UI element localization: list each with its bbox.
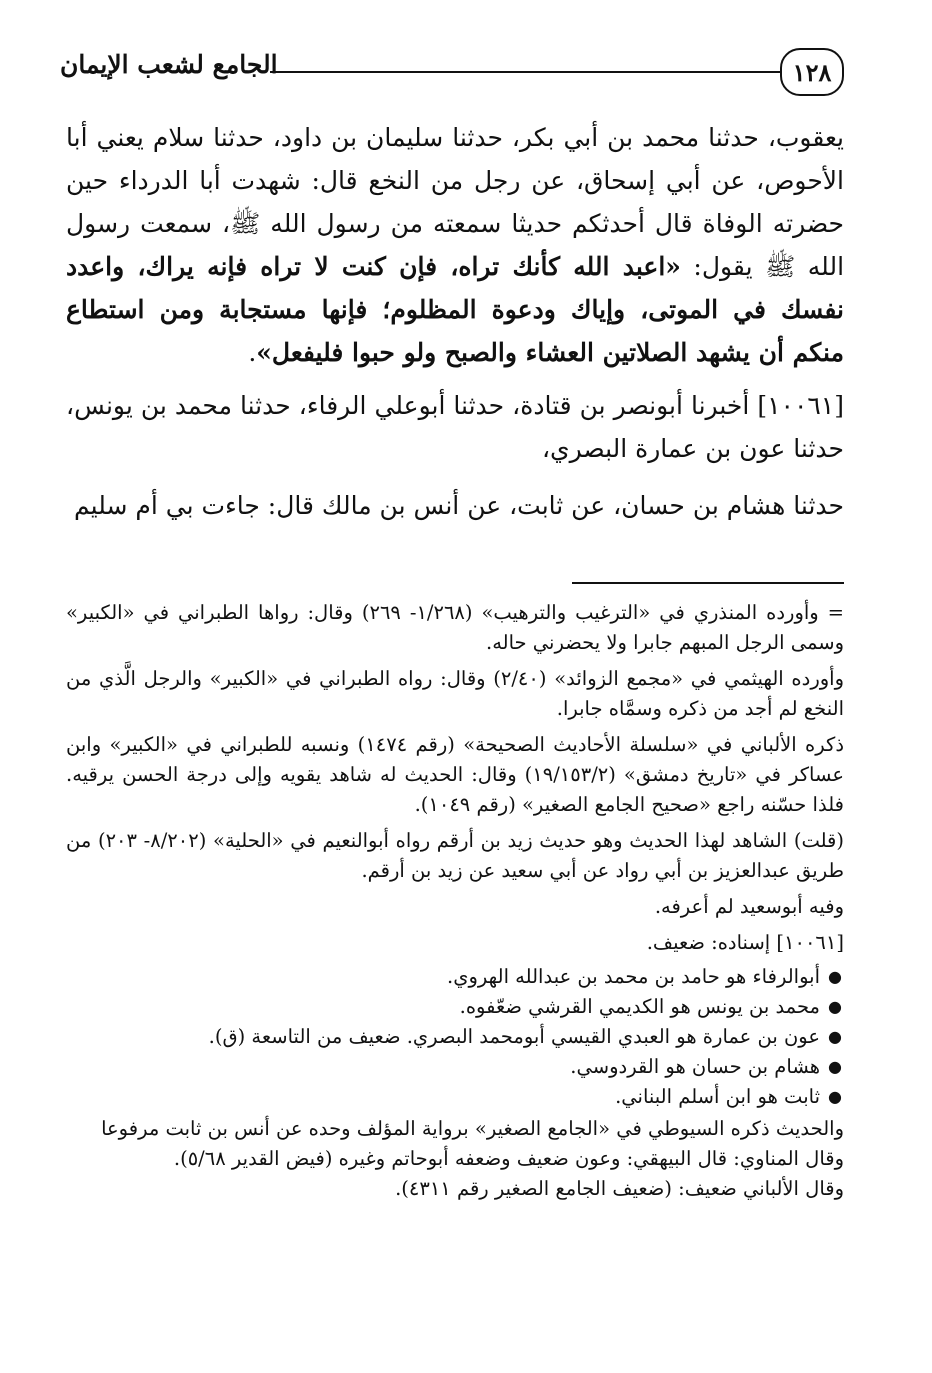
- page-number: ١٢٨: [780, 48, 844, 96]
- footnotes: [66, 598, 844, 1210]
- footnote-paragraph: = وأورده المنذري في «الترغيب والترهيب» (١/٢٦٨- ٢٦٩) وقال: رواها الطبراني في «الكبير» وسمى الرجل المبهم جابرا ولا يحضرني حاله.: [66, 601, 844, 654]
- running-title: الجامع لشعب الإيمان: [60, 50, 278, 79]
- list-item-text: محمد بن يونس هو الكديمي القرشي ضعّفوه.: [459, 995, 820, 1018]
- list-item: [66, 1052, 844, 1082]
- bullet-icon: ●: [828, 1087, 842, 1106]
- list-item-text: ثابت هو ابن أسلم البناني.: [615, 1085, 820, 1108]
- list-item: [66, 1022, 844, 1052]
- list-item-text: عون بن عمارة هو العبدي القيسي أبومحمد البصري. ضعيف من التاسعة (ق).: [208, 1025, 820, 1048]
- main-text: [66, 116, 844, 527]
- text-line: الأحوص، عن أبي إسحاق، عن رجل من النخع قال: شهدت أبا الدرداء حين: [66, 166, 844, 195]
- narrator-list: [66, 962, 844, 1112]
- header-rule: [270, 71, 780, 73]
- paragraph-1: [66, 116, 844, 374]
- footnote-heading: [١٠٠٦١] إسناده: ضعيف.: [646, 931, 844, 954]
- text-line: يعقوب، حدثنا محمد بن أبي بكر، حدثنا سليمان بن داود، حدثنا سلام يعني أبا: [66, 123, 845, 152]
- footnote-paragraph: وقال المناوي: قال البيهقي: وعون ضعيف وضعفه أبوحاتم وغيره (فيض القدير ٥/٦٨).: [173, 1147, 844, 1170]
- page-header: [60, 40, 844, 104]
- footnote-paragraph: وأورده الهيثمي في «مجمع الزوائد» (٢/٤٠) وقال: رواه الطبراني في «الكبير» والرجل الَّذي من النخع لم أجد من ذكره وسمَّاه جابرا.: [66, 667, 845, 720]
- bullet-icon: ●: [828, 997, 842, 1016]
- bullet-icon: ●: [828, 967, 842, 986]
- bullet-icon: ●: [828, 1057, 842, 1076]
- footnote-paragraph: وفيه أبوسعيد لم أعرفه.: [654, 895, 844, 918]
- list-item: [66, 1082, 844, 1112]
- footnote-paragraph: وقال الألباني ضعيف: (ضعيف الجامع الصغير رقم ٤٣١١).: [395, 1177, 844, 1200]
- footnote-separator: [572, 582, 844, 584]
- list-item-text: هشام بن حسان هو القردوسي.: [570, 1055, 820, 1078]
- footnote-paragraph: ذكره الألباني في «سلسلة الأحاديث الصحيحة» (رقم ١٤٧٤) ونسبه للطبراني في «الكبير» وابن عساكر في «تاريخ دمشق» (١٩/١٥٣/٢) وقال: الحديث له شاهد يقويه وإلى درجة الحسن يرقيه. فلذا حسّنه راجع «صحيح الجامع الصغير» (رقم ١٠٤٩).: [66, 733, 844, 816]
- list-item: [66, 962, 844, 992]
- paragraph-3: حدثنا هشام بن حسان، عن ثابت، عن أنس بن مالك قال: جاءت بي أم سليم: [74, 491, 844, 520]
- paragraph-2: [١٠٠٦١] أخبرنا أبونصر بن قتادة، حدثنا أبوعلي الرفاء، حدثنا محمد بن يونس، حدثنا عون بن عمارة البصري،: [66, 391, 844, 463]
- hadith-text: «اعبد الله كأنك تراه، فإن كنت لا تراه فإنه يراك، واعدد نفسك في الموتى، وإياك ودعوة المظلوم؛ فإنها مستجابة ومن استطاع منكم أن يشهد الصلاتين العشاء والصبح ولو حبوا فليفعل»: [66, 252, 844, 367]
- bullet-icon: ●: [828, 1027, 842, 1046]
- list-item-text: أبوالرفاء هو حامد بن محمد بن عبدالله الهروي.: [447, 965, 820, 988]
- footnote-paragraph: والحديث ذكره السيوطي في «الجامع الصغير» برواية المؤلف وحده عن أنس بن ثابت مرفوعا: [101, 1117, 844, 1140]
- text-line: حضرته الوفاة قال أحدثكم حديثا سمعته من رسول الله ﷺ، سمعت رسول الله ﷺ: [66, 209, 845, 281]
- list-item: [66, 992, 844, 1022]
- text-line: يقول:: [680, 252, 753, 281]
- footnote-paragraph: (قلت) الشاهد لهذا الحديث وهو حديث زيد بن أرقم رواه أبوالنعيم في «الحلية» (٨/٢٠٢- ٢٠٣) من طريق عبدالعزيز بن أبي رواد عن أبي سعيد عن زيد بن أرقم.: [66, 829, 844, 882]
- paragraph-end: .: [248, 338, 257, 367]
